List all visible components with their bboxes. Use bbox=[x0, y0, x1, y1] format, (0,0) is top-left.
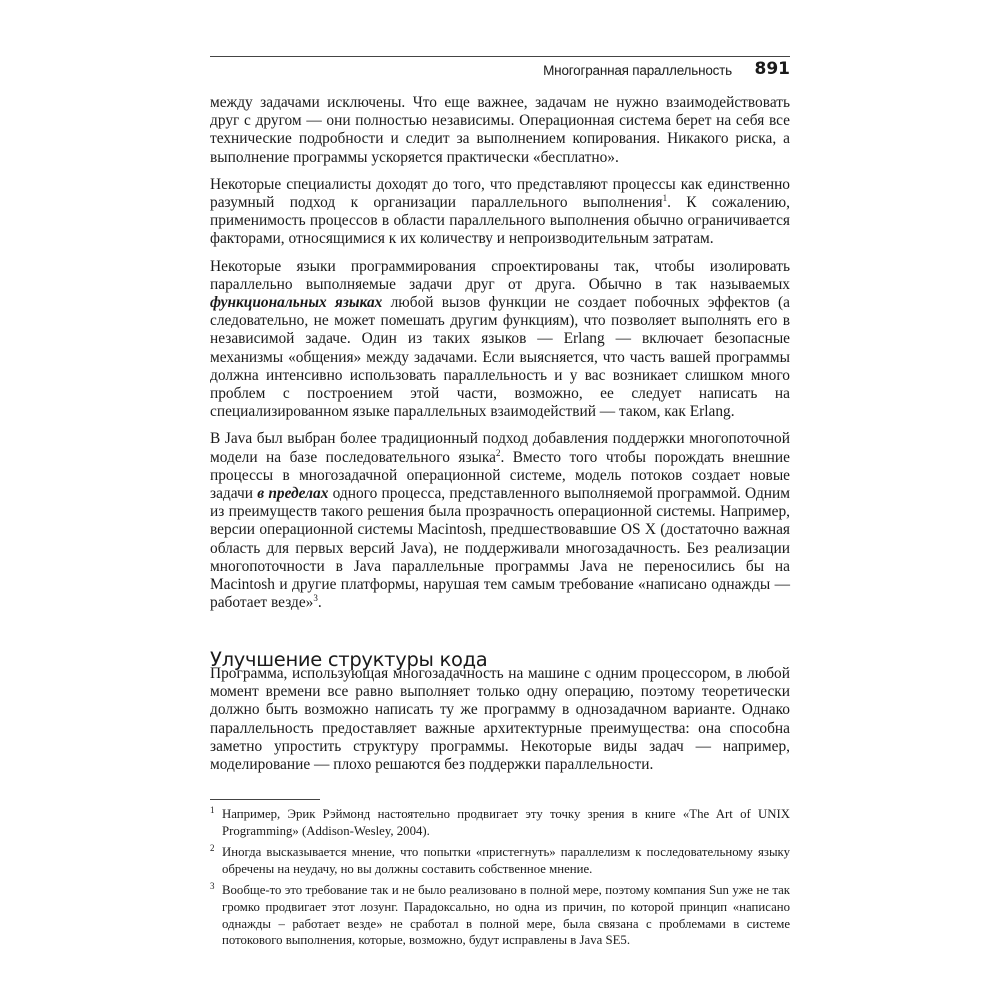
paragraph-text: В Java был выбран более традиционный подход добавления поддержки многопоточной модели на базе последовательного языка bbox=[210, 430, 790, 466]
footnote-number: 3 bbox=[210, 881, 215, 892]
footnote bbox=[210, 806, 790, 839]
footnote-number: 2 bbox=[210, 843, 215, 854]
paragraph bbox=[210, 176, 790, 249]
paragraph bbox=[210, 258, 790, 422]
footnote bbox=[210, 844, 790, 877]
emphasis-term: функциональных языках bbox=[210, 294, 383, 312]
paragraph: Программа, использующая многозадачность на машине с одним процессором, в любой момент времени все равно выполняет только одну операцию, поэтому теоретически должно быть возможно написать ту же программу в однозадачном варианте. Однако параллельность предоставляет важные архитектурные преимущества: она способна заметно упростить структуру программы. Некоторые виды задач — например, моделирование — плохо решаются без поддержки параллельности. bbox=[210, 665, 790, 774]
running-header-title: Многогранная параллельность bbox=[543, 63, 732, 78]
footnote-text: Вообще-то это требование так и не было реализовано в полной мере, поэтому компания Sun уже не так громко продвигает этот лозунг. Парадоксально, но одна из причин, по которой принцип «написано однажды – работает везде» не сработал в полной мере, была связана с проблемами в системе потокового выполнения, которые, возможно, будут исправлены в Java SE5. bbox=[222, 883, 790, 948]
paragraph-text: . Вместо того чтобы порождать внешние процессы в многозадачной операционной системе, модель потоков создает новые задачи bbox=[210, 448, 790, 503]
paragraph-text: любой вызов функции не создает побочных эффектов (а следовательно, не может помешать другим функциям), что позволяет выполнять его в независимой задаче. Один из таких языков — Erlang — включает безопасные механизмы «общения» между задачами. Если выясняется, что часть вашей программы должна интенсивно использовать параллельность и у вас возникает слишком много проблем с построением этой части, возможно, ее следует написать на специализированном языке параллельных взаимодействий — таком, как Erlang. bbox=[210, 294, 791, 421]
header-rule bbox=[210, 56, 790, 57]
page-number: 891 bbox=[754, 59, 790, 79]
footnote-ref: 3 bbox=[313, 593, 318, 604]
footnote-rule bbox=[210, 799, 320, 800]
body-text bbox=[210, 94, 790, 621]
emphasis-term: в пределах bbox=[257, 485, 329, 503]
footnote bbox=[210, 882, 790, 948]
section-heading: Улучшение структуры кода bbox=[210, 648, 488, 672]
paragraph-text: одного процесса, представленного выполняемой программой. Одним из преимуществ такого решения была прозрачность операционной системы. Например, версии операционной системы Macintosh, предшествовавшие OS X (достаточно важная область для первых версий Java), не поддерживали многозадачность. Без реализации многопоточности в Java параллельные программы Java не переносились бы на Macintosh и другие платформы, нарушая тем самым требование «написано однажды — работает везде» bbox=[210, 485, 790, 612]
footnote-ref: 1 bbox=[662, 192, 668, 203]
paragraph-text: . К сожалению, применимость процессов в области параллельного выполнения обычно ограничивается факторами, относящимися к их количеству и непроизводительным затратам. bbox=[210, 194, 790, 248]
footnotes bbox=[210, 806, 790, 954]
paragraph-text: Некоторые языки программирования спроектированы так, чтобы изолировать параллельно выполняемые задачи друг от друга. Обычно в так называемых bbox=[210, 257, 790, 293]
section-body bbox=[210, 665, 790, 783]
footnote-text: Иногда высказывается мнение, что попытки «пристегнуть» параллелизм к последовательному языку обречены на неудачу, но вы должны составить собственное мнение. bbox=[222, 845, 790, 876]
footnote-text: Например, Эрик Рэймонд настоятельно продвигает эту точку зрения в книге «The Art of UNIX Programming» (Addison-Wesley, 2004). bbox=[222, 807, 790, 838]
paragraph-text: . bbox=[317, 594, 322, 612]
footnote-ref: 2 bbox=[495, 447, 501, 458]
paragraph-text: Некоторые специалисты доходят до того, что представляют процессы как единственно разумный подход к организации параллельного выполнения bbox=[210, 175, 790, 212]
footnote-number: 1 bbox=[210, 805, 215, 815]
paragraph: между задачами исключены. Что еще важнее, задачам не нужно взаимодействовать друг с другом — они полностью независимы. Операционная система берет на себя все технические подробности и следит за выполнением копирования. Никакого риска, а выполнение программы ускоряется практически «бесплатно». bbox=[210, 94, 790, 166]
paragraph bbox=[210, 430, 790, 612]
running-header bbox=[210, 60, 790, 84]
